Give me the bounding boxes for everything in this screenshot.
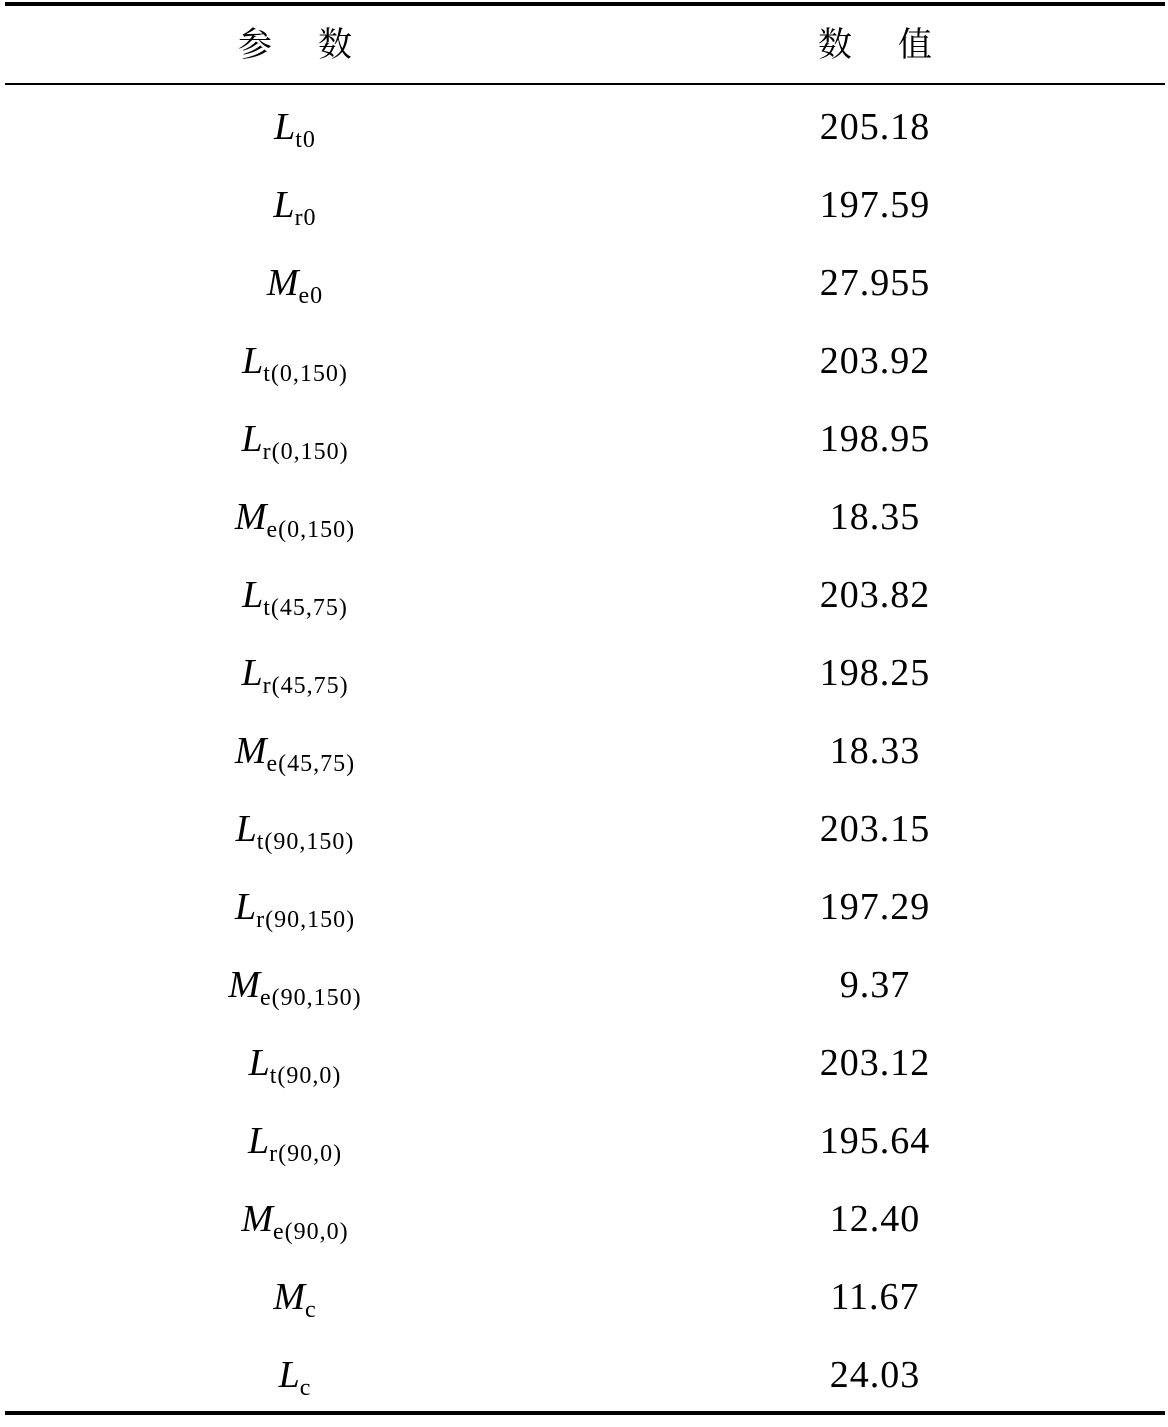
table-row	[0, 634, 1168, 712]
param-cell	[5, 556, 585, 634]
table-row	[0, 1258, 1168, 1336]
param-cell	[5, 1336, 585, 1414]
table-row	[0, 556, 1168, 634]
param-symbol: L	[242, 340, 264, 382]
param-cell	[5, 790, 585, 868]
value-cell: 205.18	[819, 106, 931, 148]
param-cell	[5, 712, 585, 790]
table-row	[0, 1180, 1168, 1258]
value-cell: 24.03	[829, 1354, 921, 1396]
param-cell	[5, 1180, 585, 1258]
param-symbol: L	[247, 1120, 270, 1162]
param-symbol: L	[248, 1042, 270, 1084]
table-header-rule	[5, 83, 1165, 85]
table-row	[0, 712, 1168, 790]
param-subscript: e0	[298, 283, 324, 309]
param-subscript: e(45,75)	[266, 751, 356, 777]
param-symbol: L	[278, 1354, 300, 1396]
param-subscript: r(90,0)	[269, 1141, 343, 1167]
param-symbol: L	[234, 886, 257, 928]
param-subscript: t(90,0)	[269, 1063, 342, 1089]
param-subscript: t(90,150)	[256, 829, 355, 855]
param-symbol: L	[241, 652, 263, 694]
value-cell: 18.33	[829, 730, 921, 772]
param-symbol: L	[241, 418, 263, 460]
header-param: 参数	[238, 25, 398, 65]
table-row	[0, 790, 1168, 868]
table-row	[0, 478, 1168, 556]
param-cell	[5, 478, 585, 556]
table-top-rule	[5, 2, 1165, 6]
param-symbol: M	[273, 1276, 305, 1318]
param-symbol: M	[266, 262, 299, 304]
param-subscript: t(0,150)	[263, 361, 348, 387]
param-subscript: r(45,75)	[262, 673, 349, 699]
table-row	[0, 1336, 1168, 1414]
table-row	[0, 88, 1168, 166]
table-row	[0, 400, 1168, 478]
param-subscript: c	[305, 1297, 317, 1323]
param-symbol: L	[273, 184, 295, 226]
param-cell	[5, 322, 585, 400]
param-cell	[5, 400, 585, 478]
param-cell	[5, 1102, 585, 1180]
value-cell: 198.25	[819, 652, 931, 694]
table-row	[0, 166, 1168, 244]
param-subscript: e(90,0)	[273, 1219, 349, 1245]
param-cell	[5, 88, 585, 166]
param-subscript: r0	[294, 205, 317, 231]
param-cell	[5, 1024, 585, 1102]
param-subscript: e(90,150)	[260, 985, 362, 1011]
param-symbol: M	[234, 730, 267, 772]
value-cell: 195.64	[819, 1120, 931, 1162]
value-cell: 203.12	[819, 1042, 931, 1084]
value-cell: 12.40	[829, 1198, 921, 1240]
param-cell	[5, 868, 585, 946]
table-row	[0, 244, 1168, 322]
table-row	[0, 946, 1168, 1024]
param-symbol: L	[235, 808, 257, 850]
param-cell	[5, 244, 585, 322]
param-symbol: M	[241, 1198, 273, 1240]
param-symbol: L	[274, 106, 296, 148]
value-cell: 198.95	[819, 418, 931, 460]
table-header	[0, 8, 1168, 82]
param-cell	[5, 166, 585, 244]
value-cell: 203.15	[819, 808, 931, 850]
param-symbol: M	[234, 496, 267, 538]
param-subscript: t0	[295, 127, 316, 153]
table-row	[0, 322, 1168, 400]
param-symbol: L	[242, 574, 264, 616]
param-subscript: c	[299, 1375, 312, 1401]
value-cell: 203.92	[819, 340, 931, 382]
value-cell: 27.955	[819, 262, 931, 304]
table-bottom-rule	[5, 1411, 1165, 1415]
param-subscript: t(45,75)	[263, 595, 348, 621]
param-cell	[5, 1258, 585, 1336]
value-cell: 18.35	[829, 496, 921, 538]
value-cell: 11.67	[830, 1276, 920, 1318]
table-row	[0, 1102, 1168, 1180]
value-cell: 203.82	[819, 574, 931, 616]
param-cell	[5, 946, 585, 1024]
value-cell: 197.59	[819, 184, 931, 226]
param-subscript: e(0,150)	[266, 517, 356, 543]
table-row	[0, 868, 1168, 946]
param-symbol: M	[228, 964, 260, 1006]
param-cell	[5, 634, 585, 712]
table-row	[0, 1024, 1168, 1102]
value-cell: 9.37	[839, 964, 911, 1006]
header-value: 数值	[818, 25, 978, 65]
table-body	[0, 88, 1168, 1414]
value-cell: 197.29	[819, 886, 931, 928]
param-subscript: r(0,150)	[262, 439, 349, 465]
param-subscript: r(90,150)	[256, 907, 356, 933]
